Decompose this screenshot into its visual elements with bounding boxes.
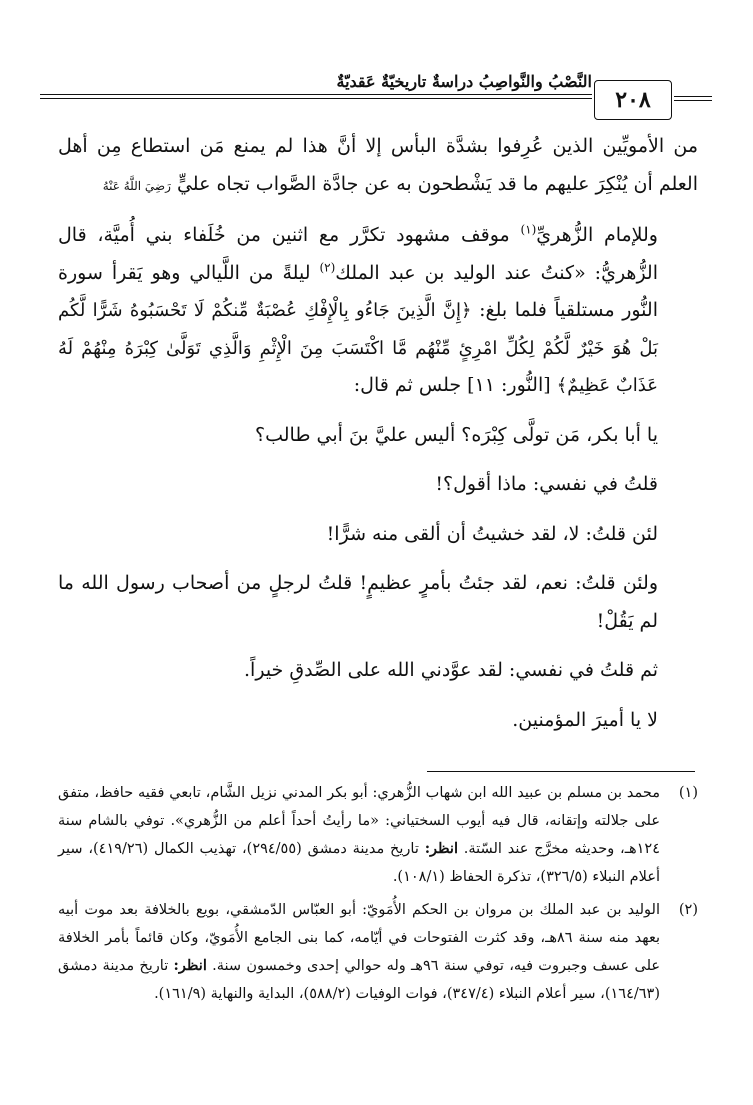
paragraph-2-c: ليلةً من اللَّيالي وهو يَقرأ سورة النُّور مستلقياً فلما بلغ: [58, 261, 658, 321]
main-text [58, 128, 698, 739]
paragraph-7: ثم قلتُ في نفسي: لقد عوَّدني الله على الصِّدقِ خيراً. [244, 659, 658, 681]
running-title: النَّصْبُ والنَّواصِبُ دراسةٌ تاريخيّةٌ عَقديّةٌ [336, 72, 592, 91]
page-header [40, 70, 712, 126]
footnote-1 [58, 780, 698, 891]
footnotes [58, 780, 698, 1014]
paragraph-5: لئن قلتُ: لا، لقد خشيتُ أن ألقى منه شرًّا! [326, 522, 658, 545]
footnote-number: (١) [678, 785, 698, 801]
paragraph-1 [58, 128, 698, 205]
paragraph-3: يا أبا بكر، مَن تولَّى كِبْرَه؟ أليس عليَّ بنَ أبي طالب؟ [255, 423, 658, 446]
paragraph-2 [58, 217, 698, 405]
footnote-text-a: محمد بن مسلم بن عبيد الله ابن شهاب الزُّهري: أبو بكر المدني نزيل الشَّام، تابعي فقيه حافظ، متفق على جلالته وإتقانه، قال فيه أيوب السختياني: «ما رأيتُ أحداً أعلم من الزُّهري». توفي بالشام سنة ١٢٤هـ، وحديثه مخرَّج عند السّتة. [58, 785, 660, 857]
footnote-number: (٢) [678, 902, 698, 918]
footnote-ref-1: (١) [520, 222, 537, 237]
footnote-text [58, 780, 660, 891]
paragraph-8: لا يا أميرَ المؤمنين. [512, 708, 658, 731]
footnote-see-label: انظر: [424, 840, 458, 857]
paragraph-2-a: وللإمام الزُّهريِّ [536, 224, 658, 246]
paragraph-2-b: موقف مشهود تكرَّر مع اثنين من خُلَفاء بني أُميَّة، قال الزُّهريُّ: «كنتُ عند الوليد بن عبد الملك [58, 224, 659, 284]
footnote-text-b: تاريخ مدينة دمشق (١٦٤/٦٣)، سير أعلام النبلاء (٣٤٧/٤)، فوات الوفيات (٥٨٨/٢)، البداية والنهاية (١٦١/٩). [58, 958, 660, 1002]
footnote-text-a: الوليد بن عبد الملك بن مروان بن الحكم الأُمَويّ: أبو العبّاس الدّمشقي، بويع بالخلافة بعد موت أبيه بعهد منه سنة ٨٦هـ، وقد كثرت الفتوحات في أيّامه، كما بنى الجامع الأُمَويّ، وكان قائماً بأمر الخلافة على عسف وجبروت فيه، توفي سنة ٩٦هـ وله حوالي إحدى وخمسون سنة. [58, 902, 661, 974]
paragraph-2-d: [النُّور: ١١] جلس ثم قال: [353, 374, 557, 396]
paragraph-6: ولئن قلتُ: نعم، لقد جئتُ بأمرٍ عظيمٍ! قلتُ لرجلٍ من أصحاب رسول الله ما لم يَقُلْ! [58, 572, 658, 632]
page-number-rule [674, 96, 712, 97]
paragraph-1-text: من الأمويِّين الذين عُرِفوا بشدَّة البأس إلا أنَّ هذا لم يمنع مَن استطاع مِن أهل العلم أن يُنْكِرَ عليهم ما قد يَشْطحون به عن جادَّة الصَّواب تجاه عليٍّ [58, 135, 698, 195]
footnote-2 [58, 897, 698, 1008]
page-number: ٢٠٨ [594, 80, 672, 120]
quran-verse: ﴿إِنَّ الَّذِينَ جَاءُو بِالْإِفْكِ عُصْبَةٌ مِّنكُمْ لَا تَحْسَبُوهُ شَرًّا لَّكُم بَلْ هُوَ خَيْرٌ لَّكُمْ لِكُلِّ امْرِئٍ مِّنْهُم مَّا اكْتَسَبَ مِنَ الْإِثْمِ وَالَّذِي تَوَلَّىٰ كِبْرَهُ مِنْهُمْ لَهُ عَذَابٌ عَظِيمٌ﴾ [58, 300, 658, 396]
footnote-text [58, 897, 660, 1008]
header-rule [40, 94, 592, 95]
footnote-see-label: انظر: [173, 957, 207, 974]
header-rule-thin [40, 98, 592, 99]
paragraph-4: قلتُ في نفسي: ماذا أقول؟! [435, 473, 658, 495]
footnote-separator [427, 771, 695, 772]
page-number-rule-thin [674, 100, 712, 101]
footnote-text-b: تاريخ مدينة دمشق (٢٩٤/٥٥)، تهذيب الكمال (٤١٩/٢٦)، سير أعلام النبلاء (٣٢٦/٥)، تذكرة الحفاظ (١٠٨/١). [58, 841, 660, 885]
footnote-ref-2: (٢) [319, 260, 336, 275]
honorific: رَضِيَ اللَّهُ عَنْهُ [102, 178, 171, 193]
